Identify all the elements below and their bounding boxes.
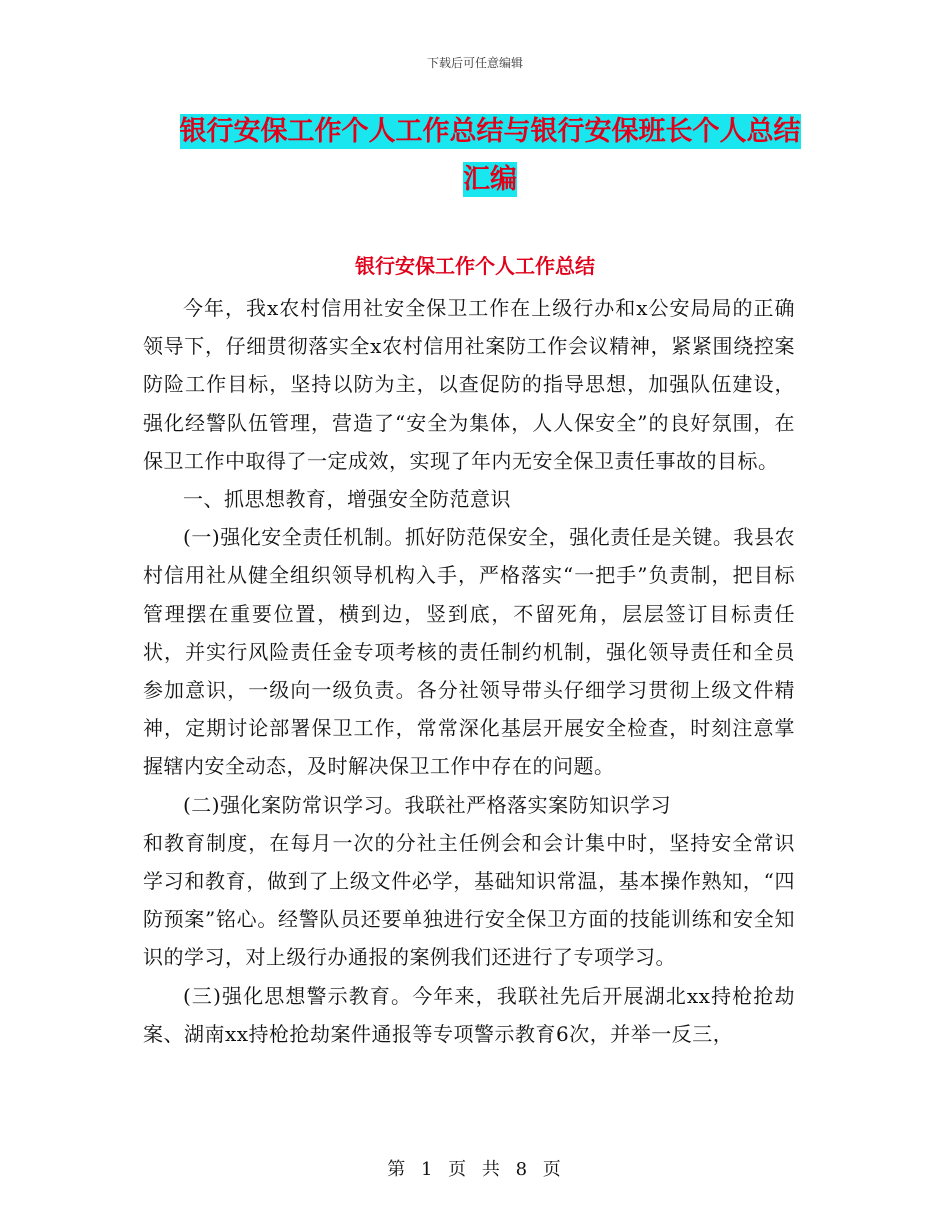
header-note: 下载后可任意编辑 <box>426 56 523 70</box>
paragraph: (三)强化思想警示教育。今年来，我联社先后开展湖北xx持枪抢劫案、湖南xx持枪抢劫案件通报等专项警示教育6次，并举一反三， <box>143 983 795 1046</box>
section-title: 银行安保工作个人工作总结 <box>355 254 595 278</box>
body-text <box>143 289 795 1053</box>
paragraph: 一、抓思想教育，增强安全防范意识 <box>183 487 511 512</box>
document-title-line-1: 银行安保工作个人工作总结与银行安保班长个人总结 <box>179 116 801 147</box>
footer-page-word: 页 <box>448 1159 469 1180</box>
footer-current-page: 1 <box>420 1159 435 1180</box>
footer-suffix: 页 <box>542 1159 563 1180</box>
page-footer <box>0 1155 950 1181</box>
paragraph: (一)强化安全责任机制。抓好防范保安全，强化责任是关键。我县农村信用社从健全组织领导机构入手，严格落实“一把手”负责制，把目标管理摆在重要位置，横到边，竖到底，不留死角，层层签订目标责任状，并实行风险责任金专项考核的责任制约机制，强化领导责任和全员参加意识，一级向一级负责。各分社领导带头仔细学习贯彻上级文件精神，定期讨论部署保卫工作，常常深化基层开展安全检查，时刻注意掌握辖内安全动态，及时解决保卫工作中存在的问题。 <box>143 525 795 779</box>
paragraph: 今年，我x农村信用社安全保卫工作在上级行办和x公安局局的正确领导下，仔细贯彻落实全x农村信用社案防工作会议精神，紧紧围绕控案防险工作目标，坚持以防为主，以查促防的指导思想，加强队伍建设，强化经警队伍管理，营造了“安全为集体，人人保安全”的良好氛围，在保卫工作中取得了一定成效，实现了年内无安全保卫责任事故的目标。 <box>143 296 795 473</box>
paragraph: (二)强化案防常识学习。我联社严格落实案防知识学习 <box>183 792 672 817</box>
document-title <box>140 108 840 204</box>
footer-total-word: 共 <box>481 1159 502 1180</box>
paragraph: 和教育制度，在每月一次的分社主任例会和会计集中时，坚持安全常识学习和教育，做到了上级文件必学，基础知识常温，基本操作熟知，“四防预案”铭心。经警队员还要单独进行安全保卫方面的技能训练和安全知识的学习，对上级行办通报的案例我们还进行了专项学习。 <box>143 830 795 970</box>
document-title-line-2: 汇编 <box>463 164 517 195</box>
footer-prefix: 第 <box>387 1159 408 1180</box>
footer-total-pages: 8 <box>515 1159 530 1180</box>
